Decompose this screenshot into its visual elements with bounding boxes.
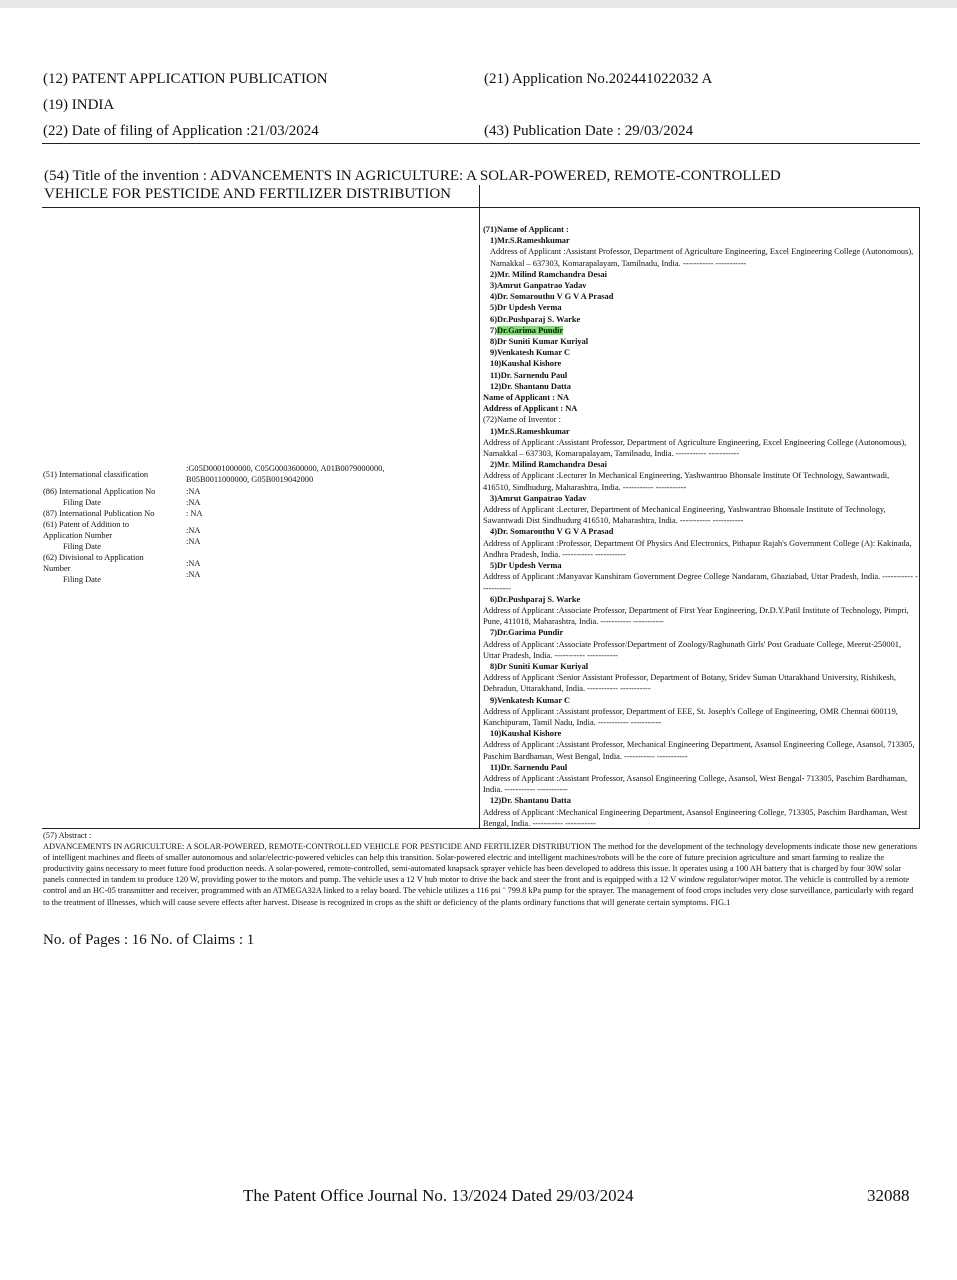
- field-61-value: :NA: [186, 526, 201, 535]
- abstract-label: (57) Abstract :: [43, 831, 92, 840]
- applicants-inventors: [483, 224, 918, 829]
- inventor-address: Address of Applicant :Lecturer, Department of Mechanical Engineering, Yashwantrao Bhonsale Institute of Technology, Sawantwadi Dist Sindhudurg 416510, Maharashtra, India. ----------- -----------: [483, 505, 886, 526]
- inventor-name: 11)Dr. Sarnendu Paul: [490, 762, 568, 772]
- applicant-name: 1)Mr.S.Rameshkumar: [490, 236, 570, 246]
- right-border: [919, 207, 920, 828]
- field-61-label-2: Application Number: [43, 531, 113, 540]
- inventor-name: 3)Amrut Ganpatrao Yadav: [490, 493, 587, 503]
- inventor-name: 4)Dr. Somarouthu V G V A Prasad: [490, 527, 614, 537]
- pages-and-claims: No. of Pages : 16 No. of Claims : 1: [43, 932, 255, 948]
- inventor-address: Address of Applicant :Assistant Professor, Mechanical Engineering Department, Asansol Engineering College, Asansol, 713305, Paschim Bardhaman, West Bengal, India. ----------- -----------: [483, 740, 915, 761]
- abstract: [43, 830, 919, 908]
- applicant-name: 3)Amrut Ganpatrao Yadav: [490, 281, 587, 291]
- field-62-label-2: Number: [43, 564, 71, 573]
- name-of-applicant-na: Name of Applicant : NA: [483, 393, 570, 403]
- applicant-address: Address of Applicant :Assistant Professor, Department of Agriculture Engineering, Excel Engineering College (Autonomous), Namakkal – 637303, Komarapalayam, Tamilnadu, India. ----------- -----------: [490, 247, 914, 268]
- applicant-heading: (71)Name of Applicant :: [483, 225, 569, 234]
- highlighted-name: Dr.Garima Pundir: [496, 325, 564, 335]
- field-61-filing-value: :NA: [186, 537, 201, 546]
- field-62-filing-label: Filing Date: [63, 575, 101, 584]
- inventor-address: Address of Applicant :Assistant Professor, Department of Agriculture Engineering, Excel Engineering College (Autonomous), Namakkal – 637303, Komarapalayam, Tamilnadu, India. ----------- -----------: [483, 437, 907, 459]
- inventor-name: 5)Dr Updesh Verma: [490, 561, 562, 571]
- inventor-address: Address of Applicant :Assistant professor, Department of EEE, St. Joseph's College of Engineering, OMR Chennai 600119, Kanchipuram, Tamil Nadu, India. ----------- -----------: [483, 706, 898, 727]
- field-87-value: : NA: [186, 509, 203, 518]
- inventor-address: Address of Applicant :Manyavar Kanshiram Government Degree College Nandaram, Ghaziabad, Uttar Pradesh, India. ----------- -----------: [483, 572, 918, 593]
- page-number: 32088: [867, 1186, 910, 1205]
- address-of-applicant-na: Address of Applicant : NA: [483, 404, 578, 414]
- inventor-name: 2)Mr. Milind Ramchandra Desai: [490, 460, 607, 470]
- field-86-filing-label: Filing Date: [63, 498, 101, 507]
- inventor-heading: (72)Name of Inventor :: [483, 415, 561, 425]
- applicant-name: 2)Mr. Milind Ramchandra Desai: [490, 269, 607, 279]
- inventor-address: Address of Applicant :Associate Professor/Department of Zoology/Raghunath Girls' Post Graduate College, Meerut-250001, Uttar Pradesh, India. ----------- -----------: [483, 639, 902, 660]
- publication-type: (12) PATENT APPLICATION PUBLICATION: [43, 71, 328, 87]
- field-62-value: :NA: [186, 559, 201, 568]
- field-51-value-1: :G05D0001000000, C05G0003600000, A01B0079000000,: [186, 464, 385, 473]
- inventor-name: 9)Venkatesh Kumar C: [490, 695, 571, 705]
- applicant-name: 4)Dr. Somarouthu V G V A Prasad: [490, 292, 614, 302]
- top-strip: [0, 0, 957, 8]
- applicant-name: 9)Venkatesh Kumar C: [490, 348, 571, 358]
- title-rule: [42, 207, 920, 208]
- field-51-value-2: B05B0011000000, G05B0019042000: [186, 475, 314, 484]
- filing-date: (22) Date of filing of Application :21/03/2024: [43, 123, 319, 139]
- applicant-name: 10)Kaushal Kishore: [490, 359, 562, 369]
- abstract-text: ADVANCEMENTS IN AGRICULTURE: A SOLAR-POWERED, REMOTE-CONTROLLED VEHICLE FOR PESTICIDE AND FERTILIZER DISTRIBUTION The method for the development of the technology developments indicate those new generations of intelligent machines and fleets of smaller autonomous and solar/electric-powered vehicles can help this transition. Solar-powered electric and intelligent machines/robots will be the core of future precision agriculture and smart farming to realize the productivity gains necessary to meet future food production needs. A solar-powered, remote-controlled, semi-automated knapsack sprayer vehicle has been developed to address this issue. It operates using a 100 AH battery that is charged by four 30W solar panels connected in tandem to produce 120 W, providing power to the motors and pump. The vehicle uses a 12 V hub motor to drive the back and steer the front and is equipped with a 12 V window regulator/wiper motor. The vehicle is controlled by a remote control and an HC-05 transmitter and receiver, programmed with an ATMEGA32A linked to a relay board. The vehicle utilizes a 116 psi ¨ 799.8 kPa pump for the sprayer. The management of food crops includes very close surveillance, particularly with regard to the treatment of Illnesses, which will cause severe effects after harvest. Disease is recognized in crops as the shift or deficiency of the plants ordinary functions that will generate certain symptoms. FIG.1: [43, 842, 918, 907]
- applicant-name-highlighted: [483, 325, 918, 336]
- inventor-address: Address of Applicant :Lecturer In Mechanical Engineering, Yashwantrao Bhonsale Institute Of Technology, Sawantwadi, 416510, Sindhudurg, Maharashtra, India. ----------- -----------: [483, 471, 890, 492]
- inventor-name: 7)Dr.Garima Pundir: [490, 628, 564, 638]
- inventor-address: Address of Applicant :Associate Professor, Department of First Year Engineering, Dr.D.Y.Patil Institute of Technology, Pimpri, Pune, 411018, Maharashtra, India. ----------- -----------: [483, 605, 909, 627]
- inventor-name: 6)Dr.Pushparaj S. Warke: [490, 594, 581, 604]
- applicant-name: 8)Dr Suniti Kumar Kuriyal: [490, 337, 589, 347]
- field-61-filing-label: Filing Date: [63, 542, 101, 551]
- applicant-name: 5)Dr Updesh Verma: [490, 303, 562, 313]
- journal-footer: The Patent Office Journal No. 13/2024 Dated 29/03/2024: [243, 1186, 634, 1205]
- inventor-name: 1)Mr.S.Rameshkumar: [490, 426, 570, 436]
- applicant-number: 7): [490, 325, 497, 335]
- country: (19) INDIA: [43, 97, 115, 113]
- inventor-address: Address of Applicant :Professor, Department Of Physics And Electronics, Pithapur Rajah's Government College (A): Kakinada, Andhra Pradesh, India. ----------- -----------: [483, 538, 912, 559]
- field-51-label: (51) International classification: [43, 470, 149, 479]
- field-62-filing-value: :NA: [186, 570, 201, 579]
- application-number: (21) Application No.202441022032 A: [484, 71, 713, 87]
- field-87-label: (87) International Publication No: [43, 509, 155, 518]
- publication-date: (43) Publication Date : 29/03/2024: [484, 123, 694, 139]
- field-86-value: :NA: [186, 487, 201, 496]
- field-86-filing-value: :NA: [186, 498, 201, 507]
- field-61-label-1: (61) Patent of Addition to: [43, 520, 130, 529]
- title-line-1: (54) Title of the invention : ADVANCEMENTS IN AGRICULTURE: A SOLAR-POWERED, REMOTE-CONTROLLED: [44, 168, 781, 184]
- inventor-address: Address of Applicant :Senior Assistant Professor, Department of Botany, Sridev Suman Uttarakhand University, Rishikesh, Dehradun, Uttarakhand, India. ----------- -----------: [483, 673, 896, 694]
- inventor-address: Address of Applicant :Mechanical Engineering Department, Asansol Engineering College, 713305, Paschim Bardhaman, West Bengal, India. ----------- -----------: [483, 807, 908, 828]
- title-line-2: VEHICLE FOR PESTICIDE AND FERTILIZER DISTRIBUTION: [44, 186, 451, 202]
- applicant-name: 12)Dr. Shantanu Datta: [490, 381, 571, 391]
- inventor-address: Address of Applicant :Assistant Professor, Asansol Engineering College, Asansol, West Bengal- 713305, Paschim Bardhaman, India. ----------- -----------: [483, 773, 908, 795]
- field-86-label: (86) International Application No: [43, 487, 156, 496]
- field-62-label-1: (62) Divisional to Application: [43, 553, 144, 562]
- inventor-name: 8)Dr Suniti Kumar Kuriyal: [490, 661, 589, 671]
- column-divider: [479, 185, 480, 828]
- inventor-name: 12)Dr. Shantanu Datta: [490, 796, 571, 806]
- applicant-name: 6)Dr.Pushparaj S. Warke: [490, 314, 581, 324]
- header-rule: [42, 143, 920, 144]
- inventor-name: 10)Kaushal Kishore: [490, 729, 562, 739]
- applicant-name: 11)Dr. Sarnendu Paul: [490, 370, 568, 380]
